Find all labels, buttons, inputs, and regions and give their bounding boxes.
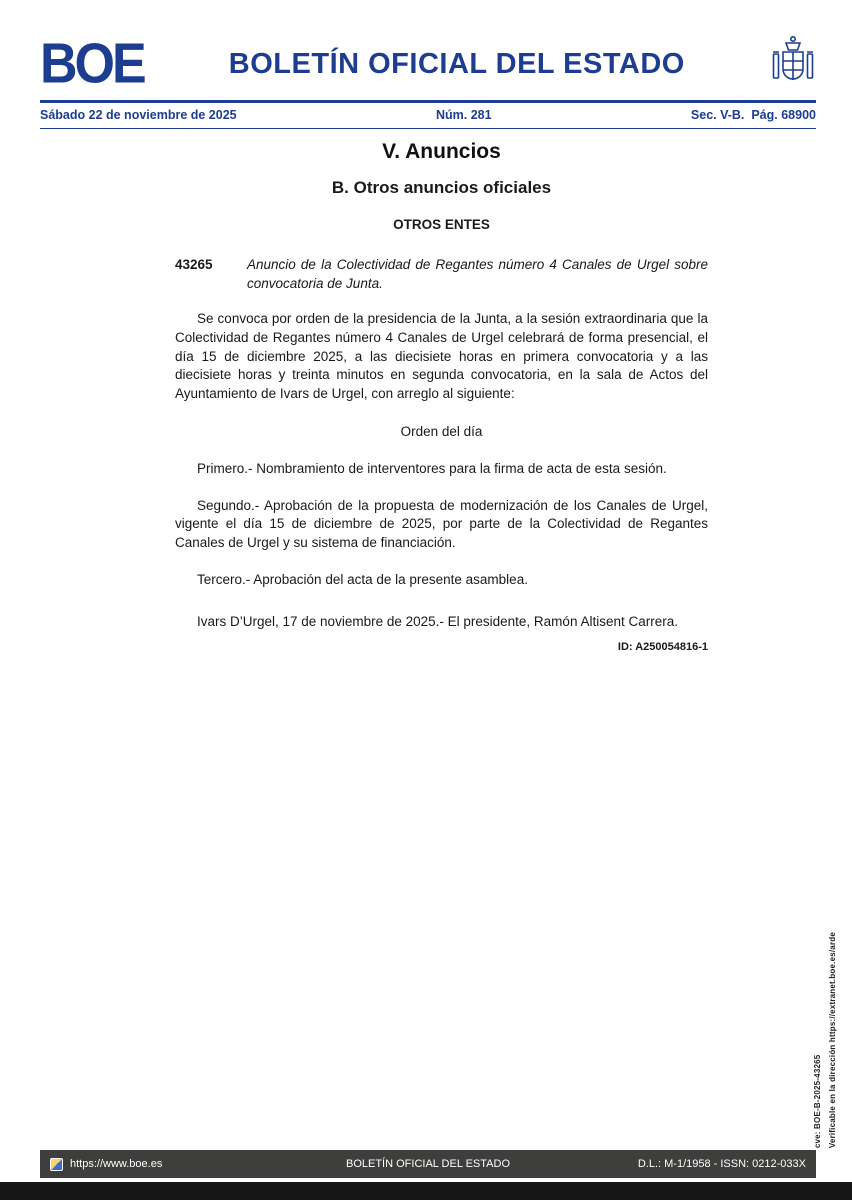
- agenda-heading: Orden del día: [400, 424, 483, 440]
- boe-logo: BOE: [40, 32, 144, 96]
- document-id: ID: A250054816-1: [617, 640, 708, 653]
- section-heading: V. Anuncios: [382, 140, 501, 163]
- header-rule: [40, 100, 816, 103]
- footer-legal-deposit: D.L.: M-1/1958 - ISSN: 0212-033X: [637, 1158, 806, 1170]
- footer-url-link[interactable]: https://www.boe.es: [70, 1158, 163, 1170]
- footer-logo-icon: [50, 1158, 63, 1171]
- section-page-ref: Sec. V-B. Pág. 68900: [690, 108, 816, 122]
- coat-of-arms-icon: [770, 34, 816, 94]
- cve-code: cve: BOE-B-2025-43265: [812, 1054, 822, 1148]
- footer-bar: [40, 1150, 816, 1178]
- closing-paragraph: Ivars D’Urgel, 17 de noviembre de 2025.- El presidente, Ramón Altisent Carrera.: [197, 614, 678, 630]
- announcement-body: [175, 138, 708, 655]
- page-header: [40, 30, 816, 98]
- announcement-number: 43265: [175, 257, 213, 273]
- issue-number: Núm. 281: [435, 108, 492, 122]
- footer-left: [50, 1158, 302, 1171]
- verification-note: Verificable en la dirección https://extranet.boe.es/arde: [827, 931, 837, 1148]
- agenda-item-2: Segundo.- Aprobación de la propuesta de modernización de los Canales de Urgel, vigente el día 15 de diciembre de 2025, por parte de la Colectividad de Regantes Canales de Urgel y su sistema de financiación.: [175, 497, 708, 550]
- agenda-item-3: Tercero.- Aprobación del acta de la presente asamblea.: [197, 571, 528, 587]
- page-title: BOLETÍN OFICIAL DEL ESTADO: [228, 47, 685, 80]
- announcement-title: Anuncio de la Colectividad de Regantes número 4 Canales de Urgel sobre convocatoria de Junta.: [247, 257, 708, 291]
- issue-date: Sábado 22 de noviembre de 2025: [40, 108, 237, 122]
- category-heading: OTROS ENTES: [393, 217, 490, 233]
- intro-paragraph: Se convoca por orden de la presidencia de la Junta, a la sesión extraordinaria que la Colectividad de Regantes número 4 Canales de Urgel celebrará de forma presencial, el día 15 de diciembre 2025, a las diecisiete horas en primera convocatoria y a las diecisiete horas y treinta minutos en segunda convocatoria, en la sala de Actos del Ayuntamiento de Ivars de Urgel, con arreglo al siguiente:: [175, 311, 708, 401]
- verification-sidebar: [810, 932, 840, 1148]
- footer-title: BOLETÍN OFICIAL DEL ESTADO: [345, 1158, 511, 1170]
- agenda-item-1: Primero.- Nombramiento de interventores para la firma de acta de esta sesión.: [197, 461, 667, 477]
- issue-meta-row: [40, 106, 816, 124]
- announcement-header: [175, 256, 708, 293]
- subsection-heading: B. Otros anuncios oficiales: [331, 177, 552, 197]
- meta-rule: [40, 128, 816, 129]
- bottom-edge-strip: [0, 1182, 852, 1200]
